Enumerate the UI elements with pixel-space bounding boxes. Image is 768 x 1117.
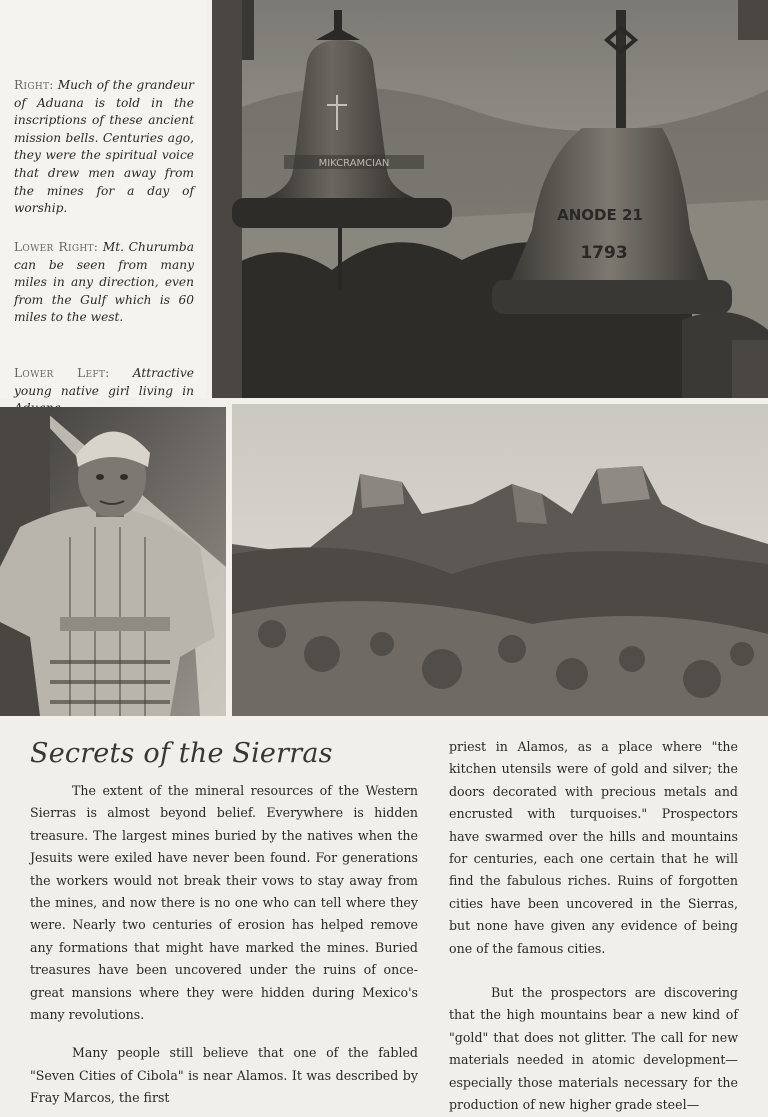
caption-text-lower-left: Attractive young native girl living in <box>14 366 194 398</box>
mountain-photo-art <box>232 404 768 716</box>
caption-lead-lower-left: Lower Left: <box>14 366 110 380</box>
caption-text-lower-right: Mt. Churumba can be seen from many miles in any direction, even from the Gulf which is 60 miles to the west. <box>14 240 194 325</box>
girl-photo-art <box>0 407 226 716</box>
caption-panel <box>0 0 206 398</box>
article-paragraph: Many people still believe that one of the fabled "Seven Cities of Cibola" is near Alamos. It was described by Fray Marcos, the first <box>30 1045 418 1106</box>
bells-photo <box>212 0 768 398</box>
article-column-2 <box>449 736 738 1117</box>
girl-photo <box>0 407 226 716</box>
caption-mountain <box>14 239 194 327</box>
bell-inscription-right-1: ANODE 21 <box>557 206 643 224</box>
mountain-photo <box>232 404 768 716</box>
article-paragraph: priest in Alamos, as a place where "the kitchen utensils were of gold and silver; the doors decorated with precious metals and encrusted with turquoises." Prospectors have swarmed over the hills and mountains for centuries, each one certain that he will find the fabulous riches. Ruins of forgotten cities have been uncovered in the Sierras, but none have given any evidence of being one of the famous cities. <box>449 739 738 956</box>
article <box>0 722 768 1113</box>
bell-inscription-left: MIKCRAMCIAN <box>318 158 390 169</box>
article-paragraph: But the prospectors are discovering that the high mountains bear a new kind of "gold" that does not glitter. The call for new materials needed in atomic development—especially those materials necessary for the production of new higher grade steel— <box>449 985 738 1113</box>
article-title: Secrets of the Sierras <box>30 738 333 769</box>
bells-photo-art <box>212 0 768 398</box>
caption-text-right: Much of the grandeur of Aduana is told in the inscriptions of these ancient mission bells. Centuries ago, they were the spiritual voice that drew men away from the mines for a day of worship. <box>14 78 194 216</box>
caption-lead-lower-right: Lower Right: <box>14 240 99 254</box>
caption-lead-right: Right: <box>14 78 54 92</box>
caption-bells <box>14 77 194 218</box>
article-paragraph: The extent of the mineral resources of the Western Sierras is almost beyond belief. Everywhere is hidden treasure. The largest mines buried by the natives when the Jesuits were exiled have never been found. For generations the workers would not break their vows to stay away from the mines, and now there is no one who can tell where they were. Nearly two centuries of erosion has helped remove any formations that might have marked the mines. Buried treasures have been uncovered under the ruins of once-great mansions where they were hidden during Mexico's many revolutions. <box>30 783 418 1023</box>
bell-inscription-right-2: 1793 <box>580 243 628 263</box>
article-column-1 <box>30 780 418 1110</box>
